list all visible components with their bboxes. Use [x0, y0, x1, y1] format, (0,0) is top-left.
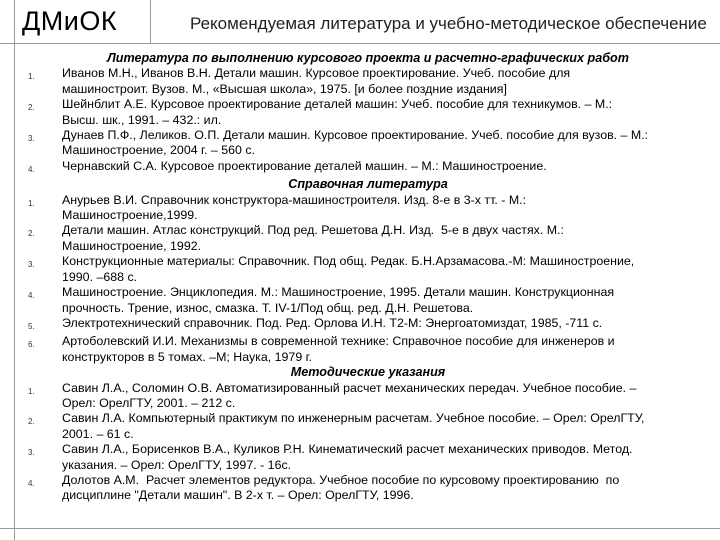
item-text: Дунаев П.Ф., Леликов. О.П. Детали машин. Курсовое проектирование. Учеб. пособие для вузов. – М.: Машиностроение, 2004 г. – 560 с. [62, 128, 649, 158]
content-area [28, 51, 708, 504]
item-number: 3. [28, 260, 35, 270]
item-number: 6. [28, 340, 35, 350]
item-text: Шейнблит А.Е. Курсовое проектирование деталей машин: Учеб. пособие для техникумов. – М.: Высш. шк., 1991. – 432.: ил. [62, 97, 613, 127]
section-title: Методические указания [290, 365, 446, 380]
item-text: Анурьев В.И. Справочник конструктора-машиностроителя. Изд. 8-е в 3-х тт. - М.: Машиностроение,1999. [62, 192, 527, 223]
item-text: Машиностроение. Энциклопедия. М.: Машиностроение, 1995. Детали машин. Конструкционная прочность. Трение, износ, смазка. Т. IV-1/Под общ. ред. Д.Н. Решетова. [62, 285, 615, 315]
logo-text: ДМиОК [22, 6, 118, 36]
list-item [28, 223, 708, 254]
list-item [28, 97, 708, 128]
item-number: 4. [28, 164, 35, 174]
item-text: Савин Л.А. Компьютерный практикум по инженерным расчетам. Учебное пособие. – Орел: ОрелГТУ, 2001. – 61 с. [62, 411, 645, 441]
list-item [28, 442, 708, 473]
list-item [28, 159, 708, 177]
list-item [28, 66, 708, 97]
list-item [28, 254, 708, 285]
reference-list [28, 66, 708, 177]
item-number: 2. [28, 229, 35, 239]
item-text: Иванов М.Н., Иванов В.Н. Детали машин. Курсовое проектирование. Учеб. пособие для машиностроит. Вузов. М., «Высшая школа», 1975. [и более поздние издания] [62, 66, 571, 96]
item-text: Савин Л.А., Борисенков В.А., Куликов Р.Н. Кинематический расчет механических приводов. Метод. указания. – Орел: ОрелГТУ, 1997. - 16с. [62, 442, 633, 472]
item-text: Конструкционные материалы: Справочник. Под общ. Редак. Б.Н.Арзамасова.-М: Машиностроение, 1990. –688 с. [62, 254, 635, 284]
section-course-literature [28, 51, 708, 177]
item-number: 2. [28, 417, 35, 427]
item-number: 1. [28, 198, 35, 208]
item-number: 1. [28, 386, 35, 396]
item-text: Детали машин. Атлас конструкций. Под ред. Решетова Д.Н. Изд. 5-е в двух частях. М.: Машиностроение, 1992. [62, 223, 564, 253]
item-text: Долотов А.М. Расчет элементов редуктора. Учебное пособие по курсовому проектированию по дисциплине "Детали машин". В 2-х т. – Орел: ОрелГТУ, 1996. [62, 472, 620, 503]
item-number: 4. [28, 291, 35, 301]
item-text: Артоболевский И.И. Механизмы в современной технике: Справочное пособие для инженеров и конструкторов в 5 томах. –М; Наука, 1979 г. [62, 334, 615, 364]
list-item [28, 411, 708, 442]
item-text: Электротехнический справочник. Под. Ред. Орлова И.Н. Т2-М: Энергоатомиздат, 1985, -711 с. [62, 315, 603, 330]
item-number: 5. [28, 321, 35, 331]
item-number: 1. [28, 72, 35, 82]
section-reference-literature [28, 177, 708, 365]
slide-title: Рекомендуемая литература и учебно-методическое обеспечение [190, 14, 707, 33]
item-number: 2. [28, 103, 35, 113]
section-title: Справочная литература [288, 177, 448, 192]
list-item [28, 285, 708, 316]
item-text: Чернавский С.А. Курсовое проектирование деталей машин. – М.: Машиностроение. [62, 158, 547, 173]
header-divider [150, 0, 151, 44]
reference-list [28, 381, 708, 504]
reference-list [28, 193, 708, 365]
list-item [28, 193, 708, 224]
item-number: 3. [28, 448, 35, 458]
list-item [28, 381, 708, 412]
section-title: Литература по выполнению курсового проекта и расчетно-графических работ [107, 51, 629, 65]
item-number: 4. [28, 478, 35, 488]
left-rule [14, 0, 15, 540]
section-methodical-guides [28, 365, 708, 504]
list-item [28, 334, 708, 365]
list-item [28, 316, 708, 334]
list-item [28, 473, 708, 504]
list-item [28, 128, 708, 159]
bottom-rule [0, 528, 720, 529]
item-text: Савин Л.А., Соломин О.В. Автоматизированный расчет механических передач. Учебное пособие. – Орел: ОрелГТУ, 2001. – 212 с. [62, 380, 637, 410]
item-number: 3. [28, 134, 35, 144]
